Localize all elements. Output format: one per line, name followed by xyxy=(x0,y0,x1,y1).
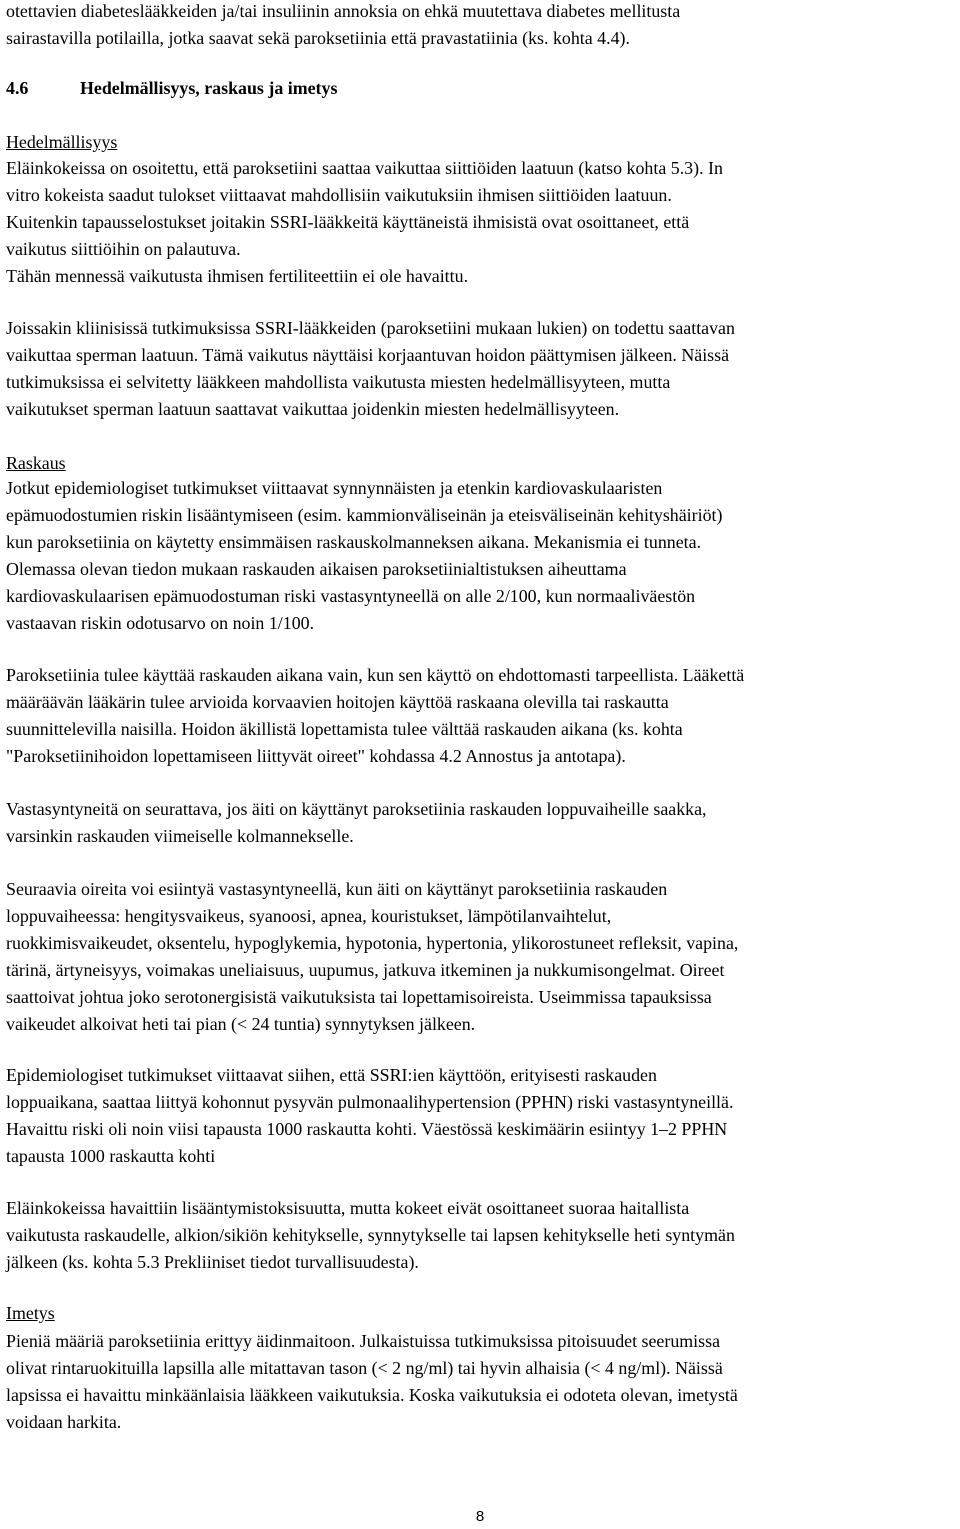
text-line: kardiovaskulaarisen epämuodostuman riski vastasyntyneellä on alle 2/100, kun normaaliväestön xyxy=(6,585,696,606)
pregnancy-paragraph-4 xyxy=(6,876,738,1037)
pregnancy-paragraph-3 xyxy=(6,796,707,850)
pregnancy-heading: Raskaus xyxy=(6,453,66,473)
text-line: vastaavan riskin odotusarvo on noin 1/100. xyxy=(6,612,315,633)
text-line: Epidemiologiset tutkimukset viittaavat siihen, että SSRI:ien käyttöön, erityisesti raskauden xyxy=(6,1065,657,1085)
fertility-heading: Hedelmällisyys xyxy=(6,132,118,152)
text-line: tutkimuksissa ei selvitetty lääkkeen mahdollista vaikutusta miesten hedelmällisyyteen, mutta xyxy=(6,371,671,392)
text-line: ruokkimisvaikeudet, oksentelu, hypoglykemia, hypotonia, hypertonia, ylikorostuneet refleksit, vapina, xyxy=(6,932,739,953)
text-line: Paroksetiinia tulee käyttää raskauden aikana vain, kun sen käyttö on ehdottomasti tarpeellista. Lääkettä xyxy=(6,665,745,685)
section-number: 4.6 xyxy=(6,78,29,98)
text-line: Seuraavia oireita voi esiintyä vastasyntyneellä, kun äiti on käyttänyt paroksetiinia raskauden xyxy=(6,879,668,899)
text-line: Havaittu riski oli noin viisi tapausta 1000 raskautta kohti. Väestössä keskimäärin esiintyy 1–2 PPHN xyxy=(6,1118,728,1139)
text-line: vitro kokeista saadut tulokset viittaavat mahdollisiin vaikutuksiin ihmisen siittiöiden laatuun. xyxy=(6,184,672,205)
text-line: olivat rintaruokituilla lapsilla alle mitattavan tason (< 2 ng/ml) tai hyvin alhaisia (< 4 ng/ml). Näissä xyxy=(6,1357,723,1378)
section-heading xyxy=(6,75,337,102)
text-line: loppuaikana, saattaa liittyä kohonnut pysyvän pulmonaalihypertension (PPHN) riski vastasyntyneillä. xyxy=(6,1091,734,1112)
text-line: vaikeudet alkoivat heti tai pian (< 24 tuntia) synnytyksen jälkeen. xyxy=(6,1013,476,1034)
text-line: epämuodostumien riskin lisääntymiseen (esim. kammionväliseinän ja eteisväliseinän kehityshäiriöt) xyxy=(6,504,723,525)
page-number: 8 xyxy=(475,1508,485,1525)
text-line: vaikutusta raskaudelle, alkion/sikiön kehitykselle, synnytykselle tai lapsen kehitykselle heti syntymän xyxy=(6,1224,735,1245)
text-line: lapsissa ei havaittu minkäänlaisia lääkkeen vaikutuksia. Koska vaikutuksia ei odoteta olevan, imetystä xyxy=(6,1384,738,1405)
text-line: Eläinkokeissa havaittiin lisääntymistoksisuutta, mutta kokeet eivät osoittaneet suoraa haitallista xyxy=(6,1198,690,1218)
text-line: otettavien diabeteslääkkeiden ja/tai insuliinin annoksia on ehkä muutettava diabetes mellitusta xyxy=(6,1,681,21)
fertility-paragraph-1 xyxy=(6,155,723,290)
text-line: kun paroksetiinia on käytetty ensimmäisen raskauskolmanneksen aikana. Mekanismia ei tunneta. xyxy=(6,531,702,552)
text-line: suunnittelevilla naisilla. Hoidon äkillistä lopettamista tulee välttää raskauden aikana (ks. kohta xyxy=(6,718,683,739)
lactation-heading: Imetys xyxy=(6,1303,55,1323)
text-line: Vastasyntyneitä on seurattava, jos äiti on käyttänyt paroksetiinia raskauden loppuvaiheille saakka, xyxy=(6,799,707,819)
pregnancy-paragraph-6 xyxy=(6,1195,735,1276)
text-line: Jotkut epidemiologiset tutkimukset viittaavat synnynnäisten ja etenkin kardiovaskulaaristen xyxy=(6,478,663,498)
text-line: loppuvaiheessa: hengitysvaikeus, syanoosi, apnea, kouristukset, lämpötilanvaihtelut, xyxy=(6,905,612,926)
text-line: Pieniä määriä paroksetiinia erittyy äidinmaitoon. Julkaistuissa tutkimuksissa pitoisuudet seerumissa xyxy=(6,1331,721,1351)
text-line: jälkeen (ks. kohta 5.3 Prekliiniset tiedot turvallisuudesta). xyxy=(6,1251,419,1272)
text-line: Tähän mennessä vaikutusta ihmisen fertiliteettiin ei ole havaittu. xyxy=(6,265,469,286)
text-line: vaikutus siittiöihin on palautuva. xyxy=(6,238,241,259)
pregnancy-paragraph-1 xyxy=(6,475,722,636)
fertility-paragraph-2 xyxy=(6,315,735,423)
pregnancy-paragraph-2 xyxy=(6,662,744,770)
text-line: Eläinkokeissa on osoitettu, että paroksetiini saattaa vaikuttaa siittiöiden laatuun (katso kohta 5.3). In xyxy=(6,158,723,178)
text-line: Kuitenkin tapausselostukset joitakin SSRI-lääkkeitä käyttäneistä ihmisistä ovat osoittaneet, että xyxy=(6,211,690,232)
text-line: määräävän lääkärin tulee arvioida korvaavien hoitojen käyttöä raskaana olevilla tai raskautta xyxy=(6,691,669,712)
text-line: Joissakin kliinisissä tutkimuksissa SSRI-lääkkeiden (paroksetiini mukaan lukien) on todettu saattavan xyxy=(6,318,735,338)
text-line: vaikuttaa sperman laatuun. Tämä vaikutus näyttäisi korjaantuvan hoidon päättymisen jälkeen. Näissä xyxy=(6,344,730,365)
section-title: Hedelmällisyys, raskaus ja imetys xyxy=(80,78,338,98)
text-line: saattoivat johtua joko serotonergisistä vaikutuksista tai lopettamisoireista. Useimmissa tapauksissa xyxy=(6,986,712,1007)
pregnancy-paragraph-5 xyxy=(6,1062,733,1170)
text-line: "Paroksetiinihoidon lopettamiseen liittyvät oireet" kohdassa 4.2 Annostus ja antotapa). xyxy=(6,745,626,766)
intro-paragraph xyxy=(6,0,680,52)
text-line: tapausta 1000 raskautta kohti xyxy=(6,1145,216,1166)
text-line: tärinä, ärtyneisyys, voimakas uneliaisuus, uupumus, jatkuva itkeminen ja nukkumisongelmat. Oireet xyxy=(6,959,725,980)
text-line: vaikutukset sperman laatuun saattavat vaikuttaa joidenkin miesten hedelmällisyyteen. xyxy=(6,398,620,419)
text-line: varsinkin raskauden viimeiselle kolmannekselle. xyxy=(6,825,354,846)
text-line: Olemassa olevan tiedon mukaan raskauden aikaisen paroksetiinialtistuksen aiheuttama xyxy=(6,558,627,579)
lactation-paragraph-1 xyxy=(6,1328,738,1436)
text-line: sairastavilla potilailla, jotka saavat sekä paroksetiinia että pravastatiinia (ks. kohta 4.4). xyxy=(6,27,630,48)
text-line: voidaan harkita. xyxy=(6,1411,122,1432)
